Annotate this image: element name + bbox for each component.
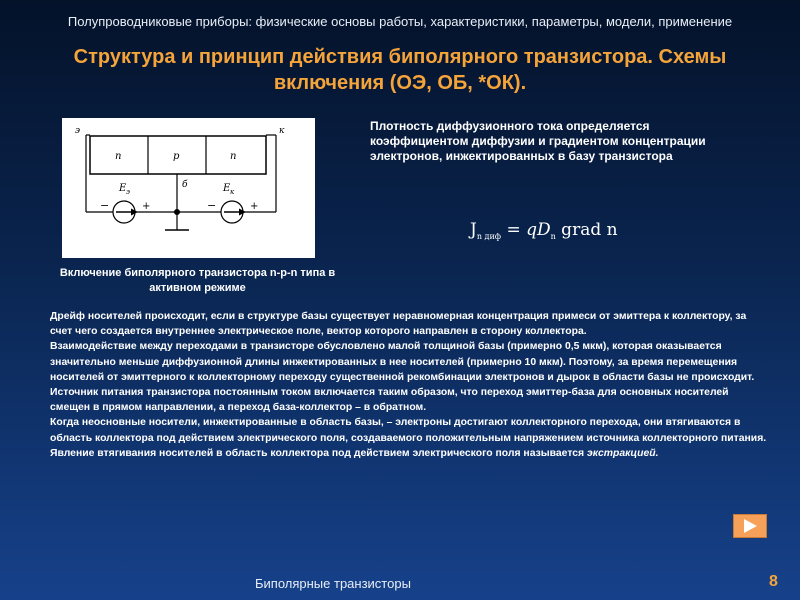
formula-j-sub: n диф [476, 232, 502, 241]
collector-plus-label: + [250, 201, 259, 212]
footer-title: Биполярные транзисторы [255, 576, 411, 591]
page-number: 8 [769, 573, 778, 590]
slide-title: Структура и принцип действия биполярного транзистора. Схемы включения (ОЭ, ОБ, *ОК). [73, 46, 727, 94]
paragraph-interaction: Взаимодействие между переходами в транзисторе обусловлено малой толщиной базы (примерно 0,5 мкм), которая оказывается значительно меньше диффузионной длины инжектированных в нее носителей (примерно 10 мкм). Поэтому, за время перемещения носителей от эмиттерного к коллекторному переходу существенной рекомбинации электронов и дырок в области базы не происходит. [50, 341, 755, 383]
paragraph-extraction-text: Когда неосновные носители, инжектированные в область базы, – электроны достигают коллекторного перехода, они втягиваются в область коллектора под действием электрического поля, создаваемого положительным напряжением источника коллекторного питания. Явление втягивания носителей в область коллектора под действием электрического поля называется [50, 417, 767, 459]
diffusion-current-formula [470, 220, 618, 241]
emitter-plus-label: + [142, 201, 151, 212]
transistor-circuit-diagram [62, 118, 315, 258]
collector-source-sub: к [230, 188, 235, 196]
emitter-label: э [75, 126, 81, 136]
slide-body-text [50, 309, 770, 461]
n-region-right-label: n [230, 151, 237, 162]
slide-header: Полупроводниковые приборы: физические основы работы, характеристики, параметры, модели, применение [67, 14, 733, 29]
emitter-source-label: E [119, 183, 127, 194]
p-region-label: p [173, 151, 180, 162]
formula-d-sub: n [550, 232, 556, 241]
next-slide-button[interactable] [733, 514, 767, 538]
n-region-left-label: n [115, 151, 122, 162]
formula-j: J [470, 220, 477, 240]
paragraph-power-source: Источник питания транзистора постоянным током включается таким образом, что переход эмиттер-база для основных носителей смещен в прямом направлении, а переход база-коллектор – в обратном. [50, 387, 729, 414]
collector-source-label: E [223, 183, 231, 194]
collector-minus-label: − [207, 199, 217, 212]
diffusion-current-description: Плотность диффузионного тока определяется коэффициентом диффузии и градиентом концентрации электронов, инжектированных в базу транзистора [370, 119, 706, 163]
extraction-term: экстракцией. [587, 447, 659, 459]
collector-label: к [279, 126, 285, 136]
emitter-source-sub: э [126, 188, 130, 196]
diagram-caption: Включение биполярного транзистора n-p-n типа в активном режиме [59, 267, 336, 294]
play-arrow-icon [734, 515, 766, 537]
formula-qd: = qD [501, 220, 551, 240]
base-label: б [182, 180, 188, 190]
paragraph-drift: Дрейф носителей происходит, если в структуре базы существует неравномерная концентрация примеси от эмиттера к коллектору, за счет чего создается внутреннее электрическое поле, вектор которого направлен в сторону коллектора. [50, 311, 747, 338]
emitter-minus-label: − [100, 199, 110, 212]
paragraph-extraction [50, 415, 770, 461]
formula-grad: grad n [555, 220, 618, 240]
